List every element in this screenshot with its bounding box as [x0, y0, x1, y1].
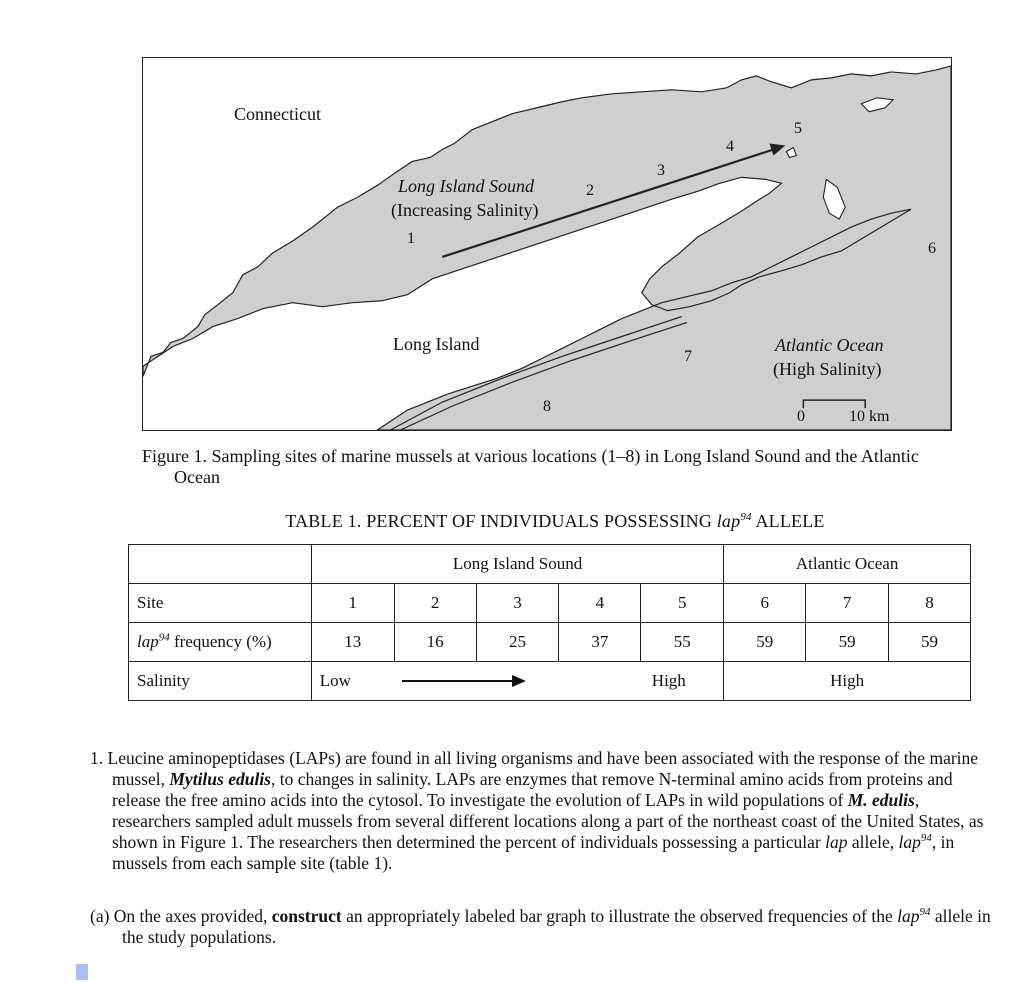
table-title-allele: lap	[716, 511, 741, 531]
frequency-cell: 13	[311, 623, 394, 662]
table-title-sup: 94	[740, 511, 752, 523]
qa-text-3: allele in the study populations.	[122, 906, 991, 947]
table-row-salinity	[129, 662, 971, 701]
connecticut-label: Connecticut	[234, 104, 321, 124]
header-long-island-sound: Long Island Sound	[311, 545, 723, 584]
q-species-abbrev: M. edulis	[847, 790, 915, 810]
q-lap: lap	[825, 832, 848, 852]
frequency-cell: 59	[724, 623, 806, 662]
site-cell: 4	[559, 584, 641, 623]
figure-1-map	[142, 57, 952, 431]
site-5-label: 5	[794, 120, 802, 137]
qa-sup: 94	[919, 906, 931, 919]
figure-caption: Figure 1. Sampling sites of marine mussels at various locations (1–8) in Long Island Sound and the Atlantic Ocean	[142, 446, 919, 487]
q-text-5: , in mussels from each sample site (table 1).	[112, 832, 955, 873]
frequency-table	[128, 544, 971, 701]
salinity-high: High	[651, 671, 686, 690]
qa-text-2: an appropriately labeled bar graph to illustrate the observed frequencies of the	[341, 906, 898, 926]
row-label-frequency	[129, 623, 312, 662]
long-island-sound-label: Long Island Sound	[398, 176, 535, 196]
header-atlantic-ocean: Atlantic Ocean	[724, 545, 971, 584]
salinity-low: Low	[319, 671, 351, 690]
frequency-cell: 25	[476, 623, 559, 662]
q-text-3: , researchers sampled adult mussels from several different locations along a part of the northeast coast of the United States, as shown in Figure 1. The researchers then determined the percent of individuals possessing a particular	[112, 790, 984, 852]
q-lap-allele: lap	[898, 832, 921, 852]
site-cell: 8	[889, 584, 971, 623]
frequency-cell: 59	[806, 623, 889, 662]
row-label-site: Site	[129, 584, 312, 623]
site-cell: 1	[311, 584, 394, 623]
site-cell: 7	[806, 584, 889, 623]
site-7-label: 7	[684, 348, 692, 365]
table-row-frequency	[129, 623, 971, 662]
salinity-gradient-cell	[311, 662, 723, 701]
q-text-1: 1. Leucine aminopeptidases (LAPs) are found in all living organisms and have been associated with the response of the marine mussel,	[90, 748, 979, 789]
header-empty-cell	[129, 545, 312, 584]
site-cell: 5	[641, 584, 724, 623]
salinity-table-arrow-head	[512, 675, 526, 687]
q-lap-sup: 94	[920, 832, 932, 845]
frequency-cell: 37	[559, 623, 641, 662]
table-row-site	[129, 584, 971, 623]
table-title	[0, 511, 1026, 532]
frequency-cell: 55	[641, 623, 724, 662]
salinity-ocean-cell: High	[724, 662, 971, 701]
site-6-label: 6	[928, 240, 936, 257]
row-label-salinity: Salinity	[129, 662, 312, 701]
site-3-label: 3	[657, 162, 665, 179]
scale-ten-label: 10 km	[849, 408, 890, 425]
row-freq-sup: 94	[158, 631, 170, 644]
site-cell: 6	[724, 584, 806, 623]
site-2-label: 2	[586, 182, 594, 199]
salinity-table-arrow-line	[402, 680, 514, 682]
increasing-salinity-label: (Increasing Salinity)	[391, 200, 539, 220]
table-title-end: ALLELE	[751, 511, 825, 531]
text-cursor-marker	[76, 964, 88, 980]
frequency-cell: 59	[889, 623, 971, 662]
qa-text-1: (a) On the axes provided,	[90, 906, 272, 926]
qa-lap: lap	[897, 906, 920, 926]
qa-bold: construct	[271, 906, 342, 926]
q-text-2: , to changes in salinity. LAPs are enzymes that remove N-terminal amino acids from proteins and release the free amino acids into the cytosol. To investigate the evolution of LAPs in wild populations of	[112, 769, 953, 810]
atlantic-ocean-label: Atlantic Ocean	[775, 335, 884, 355]
row-freq-text: frequency (%)	[169, 632, 272, 651]
table-header-row	[129, 545, 971, 584]
site-4-label: 4	[726, 138, 734, 155]
site-cell: 3	[476, 584, 559, 623]
high-salinity-label: (High Salinity)	[773, 359, 882, 379]
table-title-text: TABLE 1. PERCENT OF INDIVIDUALS POSSESSING	[285, 511, 717, 531]
site-cell: 2	[394, 584, 476, 623]
q-text-4: allele,	[847, 832, 899, 852]
site-1-label: 1	[407, 230, 415, 247]
question-paragraph	[90, 748, 990, 874]
scale-zero-label: 0	[797, 408, 805, 425]
question-part-a	[90, 906, 1000, 948]
long-island-label: Long Island	[393, 334, 480, 354]
row-freq-lap: lap	[137, 632, 159, 651]
q-species: Mytilus edulis	[169, 769, 271, 789]
site-8-label: 8	[543, 398, 551, 415]
frequency-cell: 16	[394, 623, 476, 662]
